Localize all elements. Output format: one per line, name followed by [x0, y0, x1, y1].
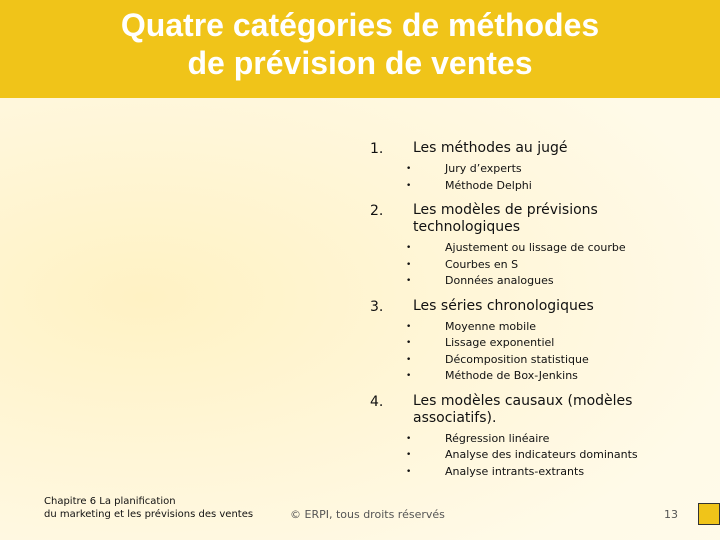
sub-list	[370, 240, 670, 290]
method-list	[370, 140, 670, 488]
list-item-text: Analyse des indicateurs dominants	[445, 448, 638, 461]
section-title: Les séries chronologiques	[413, 297, 594, 314]
list-item	[370, 447, 670, 464]
list-item-text: Données analogues	[445, 274, 554, 287]
chapter-line-1: Chapitre 6 La planification	[44, 496, 176, 507]
sub-list	[370, 319, 670, 385]
bullet-icon: •	[406, 354, 412, 365]
bullet-icon: •	[406, 259, 412, 270]
list-item-text: Jury d’experts	[445, 162, 522, 175]
list-item	[370, 273, 670, 290]
section-4	[370, 393, 670, 481]
list-item	[370, 368, 670, 385]
list-item-text: Courbes en S	[445, 257, 519, 271]
bullet-icon: •	[406, 243, 412, 253]
section-title: Les modèles de prévisions technologiques	[413, 202, 598, 235]
sub-list	[370, 431, 670, 481]
bullet-icon: •	[406, 371, 412, 381]
bullet-icon: •	[406, 433, 412, 444]
publisher-logo-icon	[698, 503, 720, 525]
bullet-icon: •	[406, 164, 412, 174]
section-number: 2.	[370, 203, 384, 219]
chapter-line-2: du marketing et les prévisions des ventes	[44, 509, 254, 520]
list-item	[370, 319, 670, 336]
section-3	[370, 298, 670, 385]
page-number: 13	[664, 508, 678, 521]
list-item-text: Régression linéaire	[445, 431, 550, 445]
list-item	[370, 257, 670, 274]
title-line-2: de prévision de ventes	[187, 45, 533, 81]
title-line-1: Quatre catégories de méthodes	[120, 7, 600, 43]
bullet-icon: •	[406, 276, 412, 286]
list-item-text: Moyenne mobile	[445, 319, 537, 333]
list-item-text: Méthode Delphi	[445, 178, 532, 192]
list-item	[370, 431, 670, 448]
list-item-text: Analyse intrants-extrants	[445, 464, 585, 478]
section-title: Les modèles causaux (modèles associatifs).	[413, 392, 633, 426]
bullet-icon: •	[406, 338, 412, 348]
section-2	[370, 202, 670, 290]
chapter-footer	[44, 495, 253, 521]
list-item	[370, 178, 670, 195]
slide-title	[0, 6, 720, 82]
bullet-icon: •	[406, 450, 412, 460]
list-item-text: Décomposition statistique	[445, 352, 589, 366]
list-item	[370, 240, 670, 257]
section-number: 3.	[370, 298, 384, 315]
bullet-icon: •	[406, 321, 412, 332]
list-item	[370, 161, 670, 178]
bullet-icon: •	[406, 466, 412, 477]
list-item-text: Lissage exponentiel	[445, 336, 555, 349]
copyright-notice: © ERPI, tous droits réservés	[290, 508, 445, 521]
list-item	[370, 352, 670, 369]
list-item-text: Méthode de Box-Jenkins	[445, 369, 578, 382]
section-number: 1.	[370, 141, 384, 157]
section-number: 4.	[370, 393, 384, 410]
bullet-icon: •	[406, 180, 412, 191]
list-item	[370, 464, 670, 481]
section-1	[370, 140, 670, 194]
section-title: Les méthodes au jugé	[413, 140, 568, 156]
list-item-text: Ajustement ou lissage de courbe	[445, 241, 626, 254]
sub-list	[370, 161, 670, 194]
list-item	[370, 335, 670, 352]
